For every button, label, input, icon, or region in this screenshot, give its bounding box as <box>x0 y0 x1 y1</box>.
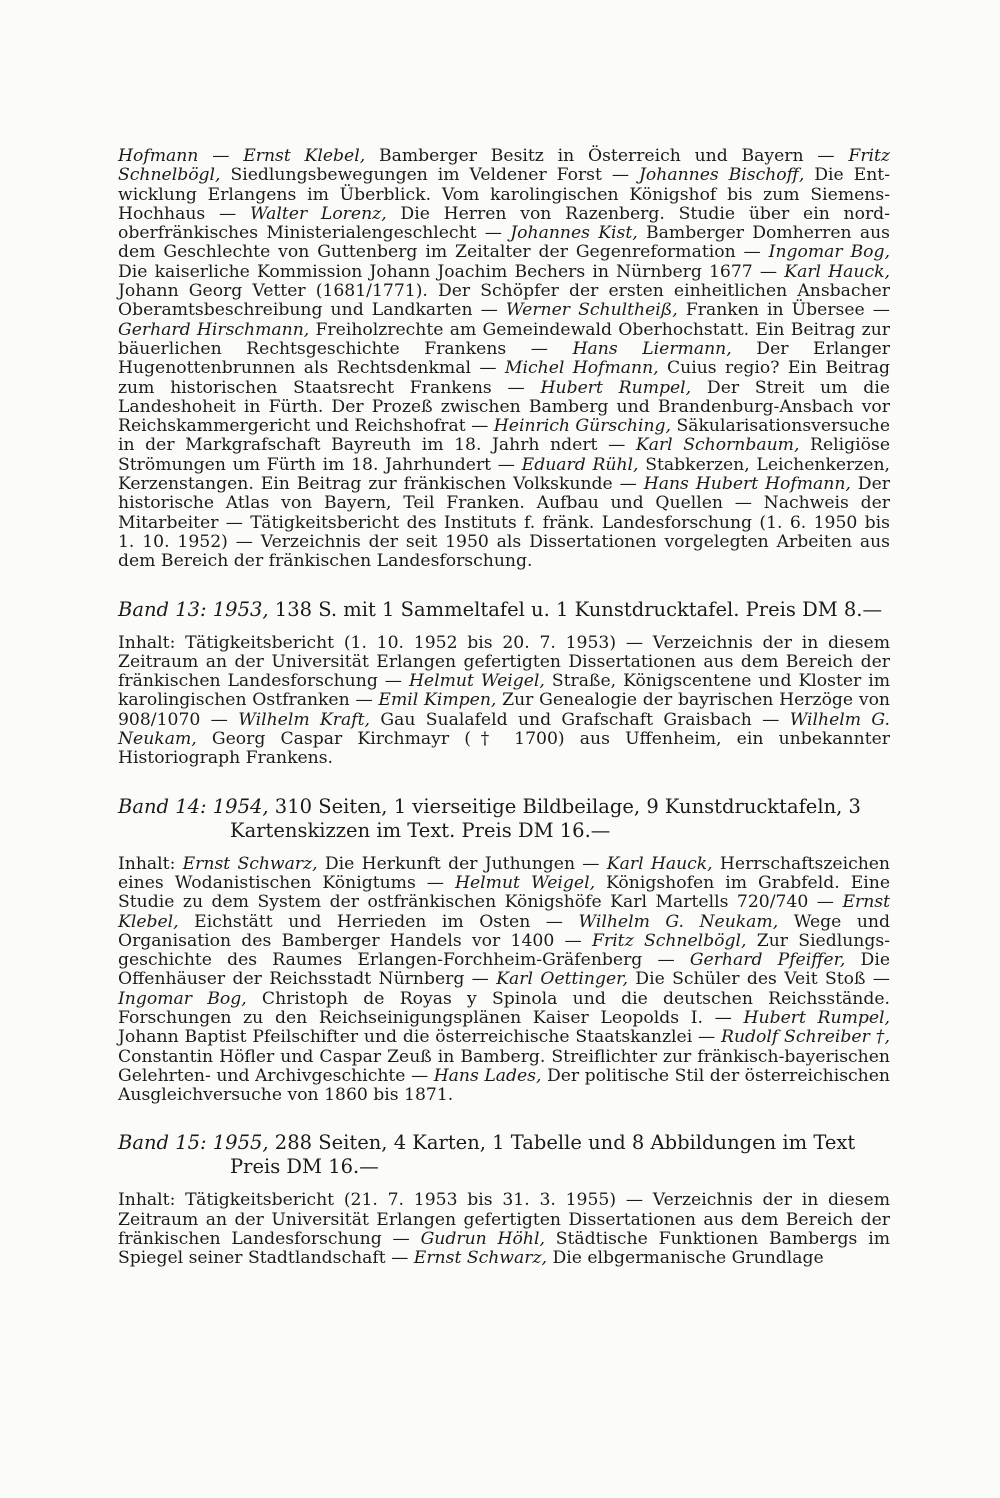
text-run: Die kaiserliche Kommission Johann Joachim Bechers in Nürnberg 1677 — <box>118 261 785 282</box>
author-name: Eduard Rühl, <box>521 454 639 475</box>
author-name: Walter Lorenz, <box>249 203 387 224</box>
author-name: Hofmann <box>118 146 199 166</box>
text-run: Königshofen im Grabfeld. Eine Studie zu dem System der ostfränkischen Königshöfe Karl Martells 720/740 — <box>118 872 890 913</box>
text-run: Inhalt: <box>118 853 183 874</box>
author-name: Helmut Weigel, <box>455 872 596 893</box>
band-13-desc: 138 S. mit 1 Sammeltafel u. 1 Kunstdrucktafel. Preis DM 8.— <box>268 597 882 621</box>
text-run: Inhalt: Tätigkeitsbericht (21. 7. 1953 bis 31. 3. 1955) — Verzeichnis der in diesem Zeitraum an der Universität Erlangen gefertigten Dissertationen aus dem Bereich der fränkischen Landesforschung — <box>118 1190 890 1250</box>
band-14-contents <box>118 855 890 1106</box>
continuation-paragraph <box>118 147 890 572</box>
text-run: Inhalt: Tätigkeitsbericht (1. 10. 1952 bis 20. 7. 1953) — Verzeichnis der in diesem Zeitraum an der Universität Erlangen gefertigten Dissertationen aus dem Bereich der fränkischen Landesforschung — <box>118 632 890 692</box>
author-name: Johannes Kist, <box>510 223 638 244</box>
author-name: Karl Oettinger, <box>496 969 628 990</box>
text-run: Bamberger Besitz in Österreich und Bayern — <box>365 146 849 166</box>
text-run: Die Schüler des Veit Stoß — <box>627 969 890 990</box>
author-name: Hubert Rumpel, <box>540 377 692 398</box>
text-run: — <box>198 146 244 166</box>
author-name: Gerhard Pfeiffer, <box>689 950 846 971</box>
author-name: Ernst Klebel, <box>243 146 366 166</box>
text-run: Die Herren von Razenberg. Studie über ein nordoberfränkisches Ministerialengeschlecht — <box>118 203 890 244</box>
band-14-heading <box>118 795 890 843</box>
band-13-label: Band 13: 1953, <box>118 597 269 621</box>
text-run: Wege und Organisation des Bamberger Handels vor 1400 — <box>118 911 890 951</box>
band-15-label: Band 15: 1955, <box>118 1131 269 1155</box>
author-name: Rudolf Schreiber †, <box>721 1027 890 1048</box>
text-run: Stabkerzen, Leichenkerzen, Kerzenstangen. Ein Beitrag zur fränkischen Volkskunde — <box>118 454 891 495</box>
author-name: Ingomar Bog, <box>118 988 247 1009</box>
text-run: Constantin Höfler und Caspar Zeuß in Bamberg. Streiflichter zur fränkisch-bayerischen Gelehrten- und Archivgeschichte — <box>118 1046 890 1086</box>
text-run: Der historische Atlas von Bayern, Teil Franken. Aufbau und Quellen — Nachweis der Mitarbeiter — Tätigkeitsbericht des Instituts f. fränk. Landesforschung (1. 6. 1950 bis 1. 10. 1952) — Verzeichnis der seit 1950 als Dissertationen vorgelegten Arbeiten aus dem Bereich der fränkischen Landesforschung. <box>118 474 890 572</box>
text-run: Franken in Übersee — <box>677 300 890 321</box>
text-run: Herrschaftszeichen eines Wodanistischen Königtums — <box>118 853 891 893</box>
author-name: Gerhard Hirschmann, <box>118 319 310 340</box>
text-run: Die Entwicklung Erlangens im Überblick. Vom karolingischen Königshof bis zum SiemensHochhaus — <box>118 165 890 224</box>
author-name: Wilhelm G. Neukam, <box>118 709 891 750</box>
text-run: Säkularisationsversuche in der Markgrafschaft Bayreuth im 18. Jahrh ndert — <box>118 416 890 456</box>
text-run: Eichstätt und Herrieden im Osten — <box>178 911 579 932</box>
author-name: Fritz Schnelbögl, <box>118 146 890 186</box>
text-run: Die Herkunft der Juthungen — <box>317 853 607 874</box>
author-name: Hans Hubert Hofmann, <box>643 474 851 495</box>
text-run: Der Streit um die Landeshoheit in Fürth. Der Prozeß zwischen Bamberg und Brandenburg-Ansbach vor Reichskammergericht und Reichshofrat — <box>118 377 890 437</box>
text-run: Religiöse Strömungen um Fürth im 18. Jahrhundert — <box>118 435 890 475</box>
text-run: Der politische Stil der österreichischen Ausgleichversuche von 1860 bis 1871. <box>118 1065 890 1106</box>
author-name: Hans Liermann, <box>572 338 732 359</box>
author-name: Karl Schornbaum, <box>635 435 800 456</box>
author-name: Wilhelm G. Neukam, <box>578 911 779 932</box>
author-name: Ernst Schwarz, <box>413 1248 547 1269</box>
text-run: Johann Georg Vetter (1681/1771). Der Schöpfer der ersten einheitlichen Ansbacher Oberamtsbeschreibung und Landkarten — <box>118 281 890 321</box>
text-column <box>118 147 890 1269</box>
author-name: Karl Hauck, <box>606 853 713 874</box>
author-name: Ernst Schwarz, <box>182 853 318 874</box>
text-run: Zur Siedlungsgeschichte des Raumes Erlangen-Forchheim-Gräfenberg — <box>118 930 891 971</box>
author-name: Johannes Bischoff, <box>639 165 805 186</box>
text-run: Siedlungsbewegungen im Veldener Forst — <box>220 165 640 186</box>
author-name: Werner Schultheiß, <box>505 300 678 321</box>
text-run: Christoph de Royas y Spinola und die deutschen Reichsstände. Forschungen zu den Reichseinigungsplänen Kaiser Leopolds I. — <box>118 988 890 1028</box>
author-name: Karl Hauck, <box>784 261 890 282</box>
text-run: Die Offenhäuser der Reichsstadt Nürnberg — <box>118 950 890 990</box>
band-15-heading <box>118 1131 890 1179</box>
text-run: Gau Sualafeld und Grafschaft Graisbach — <box>370 709 790 730</box>
text-run: Bamberger Domherren aus dem Geschlechte von Guttenberg im Zeitalter der Gegenreformation — <box>118 223 890 263</box>
band-15-contents <box>118 1191 890 1268</box>
text-run: Johann Baptist Pfeilschifter und die österreichische Staatskanzlei — <box>118 1027 722 1048</box>
band-15-desc: 288 Seiten, 4 Karten, 1 Tabelle und 8 Abbildungen im Text Preis DM 16.— <box>230 1131 856 1179</box>
text-run: Städtische Funktionen Bambergs im Spiegel seiner Stadtlandschaft — <box>118 1229 890 1269</box>
text-run: Straße, Königscentene und Kloster im karolingischen Ostfranken — <box>118 671 890 711</box>
author-name: Emil Kimpen, <box>378 690 497 711</box>
text-run: Zur Genealogie der bayrischen Herzöge von 908/1070 — <box>118 690 890 730</box>
author-name: Hans Lades, <box>433 1065 542 1086</box>
author-name: Wilhelm Kraft, <box>238 709 370 730</box>
text-run: Der Erlanger Hugenottenbrunnen als Rechtsdenkmal — <box>118 338 891 379</box>
author-name: Gudrun Höhl, <box>420 1229 545 1250</box>
text-run: Freiholzrechte am Gemeindewald Oberhochstatt. Ein Beitrag zur bäuerlichen Rechtsgeschichte Frankens — <box>118 319 890 359</box>
author-name: Helmut Weigel, <box>408 671 545 692</box>
author-name: Michel Hofmann, <box>504 358 659 379</box>
band-14-label: Band 14: 1954, <box>118 794 269 818</box>
author-name: Heinrich Gürsching, <box>493 416 671 437</box>
author-name: Ernst Klebel, <box>118 892 890 932</box>
band-14-desc: 310 Seiten, 1 vierseitige Bildbeilage, 9 Kunstdrucktafeln, 3 Kartenskizzen im Text. Preis DM 16.— <box>230 794 861 842</box>
author-name: Fritz Schnelbögl, <box>592 930 747 951</box>
text-run: Cuius regio? Ein Beitrag zum historischen Staatsrecht Frankens — <box>118 358 890 398</box>
band-13-heading <box>118 598 890 622</box>
text-run: Georg Caspar Kirchmayr († 1700) aus Uffenheim, ein unbekannter Historiograph Frankens. <box>118 729 890 769</box>
author-name: Ingomar Bog, <box>768 242 890 263</box>
text-run: Die elbgermanische Grundlage <box>546 1248 824 1269</box>
author-name: Hubert Rumpel, <box>743 1007 890 1028</box>
band-13-contents <box>118 634 890 769</box>
